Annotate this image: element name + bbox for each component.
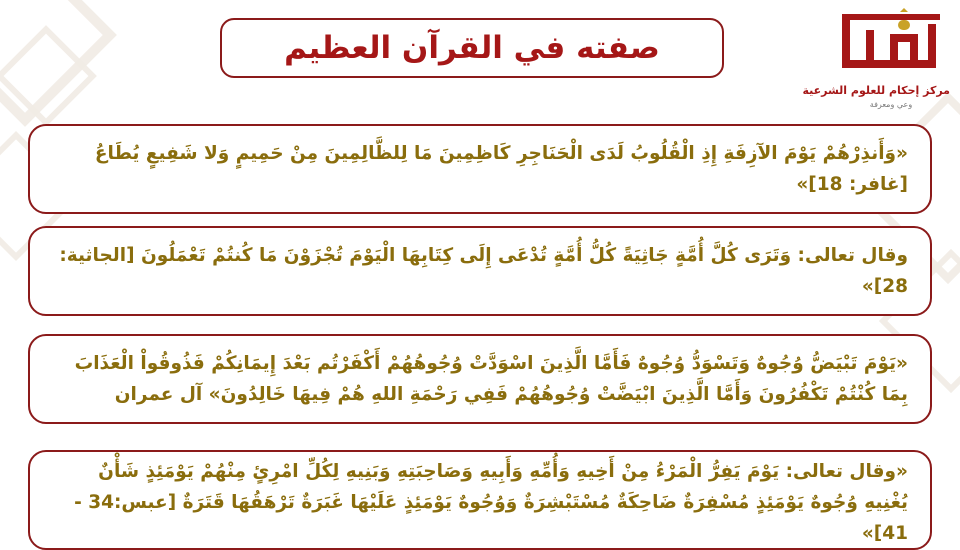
verse-text: «وَأَنذِرْهُمْ يَوْمَ الآزِفَةِ إِذِ الْقُلُوبُ لَدَى الْحَنَاجِرِ كَاظِمِينَ مَا لِلظَّالِمِينَ مِنْ حَمِيمٍ وَلا شَفِيعٍ يُطَاعُ [غافر: 18]» <box>94 143 908 195</box>
verse-card <box>28 450 932 550</box>
verse-text: «يَوْمَ تَبْيَضُّ وُجُوهٌ وَتَسْوَدُّ وُجُوهٌ فَأَمَّا الَّذِينَ اسْوَدَّتْ وُجُوهُهُمْ أَكْفَرْتُم بَعْدَ إِيمَانِكُمْ فَذُوقُواْ الْعَذَابَ بِمَا كُنْتُمْ تَكْفُرُونَ وَأَمَّا الَّذِينَ ابْيَضَّتْ وُجُوهُهُمْ فَفِي رَحْمَةِ اللهِ هُمْ فِيهَا خَالِدُونَ» آل عمران <box>74 353 908 405</box>
logo-title: مركز إحكام للعلوم الشرعية <box>802 84 950 97</box>
logo <box>802 6 950 110</box>
slide-title-box <box>220 18 724 78</box>
verse-card <box>28 226 932 316</box>
verse-card <box>28 334 932 424</box>
slide-title: صفته في القرآن العظيم <box>284 30 660 66</box>
verse-text: «وقال تعالى: يَوْمَ يَفِرُّ الْمَرْءُ مِنْ أَخِيهِ وَأُمِّهِ وَأَبِيهِ وَصَاحِبَتِهِ وَبَنِيهِ لِكُلِّ امْرِئٍ مِنْهُمْ يَوْمَئِذٍ شَأْنٌ يُغْنِيهِ وُجُوهٌ يَوْمَئِذٍ مُسْفِرَةٌ ضَاحِكَةٌ مُسْتَبْشِرَةٌ وَوُجُوهٌ يَوْمَئِذٍ عَلَيْهَا غَبَرَةٌ تَرْهَقُهَا قَتَرَةٌ [عبس:34 - 41]» <box>74 461 908 544</box>
verse-text: وقال تعالى: وَتَرَى كُلَّ أُمَّةٍ جَاثِيَةً كُلُّ أُمَّةٍ تُدْعَى إِلَى كِتَابِهَا الْيَوْمَ تُجْزَوْنَ مَا كُنتُمْ تَعْمَلُونَ [الجاثية: 28]» <box>59 245 908 297</box>
logo-subtitle: وعي ومعرفة <box>869 100 913 109</box>
verse-card <box>28 124 932 214</box>
logo-mark-icon <box>838 8 944 74</box>
